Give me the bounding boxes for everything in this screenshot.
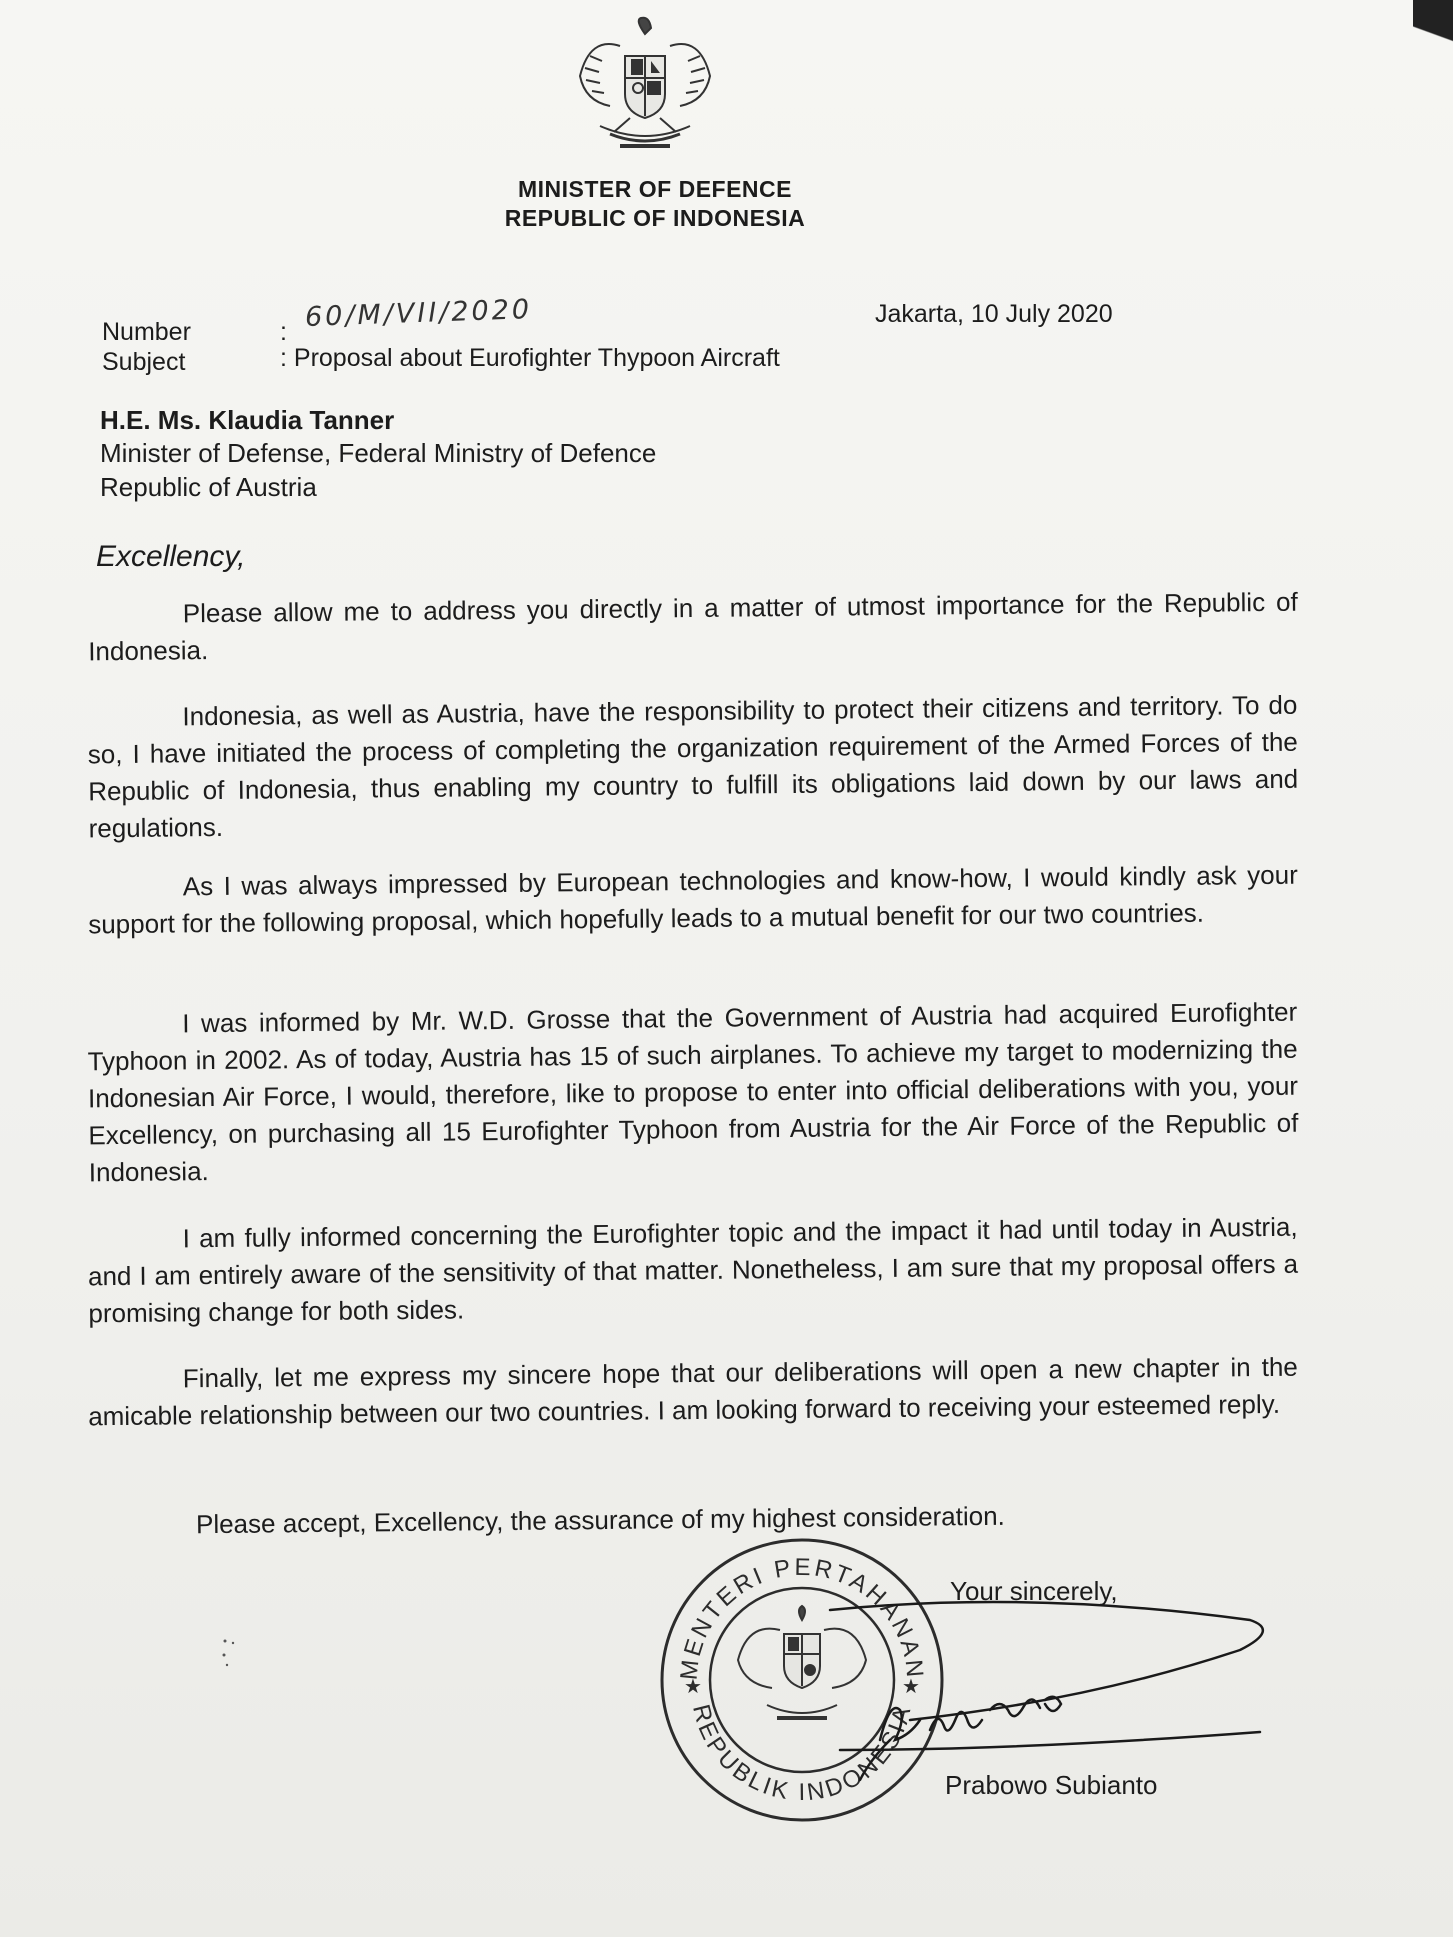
- letterhead-line-1: MINISTER OF DEFENCE: [517, 176, 792, 202]
- svg-text:★: ★: [902, 1676, 920, 1698]
- recipient-name: H.E. Ms. Klaudia Tanner: [100, 405, 395, 435]
- number-label: Number: [102, 318, 191, 346]
- letter-date: Jakarta, 10 July 2020: [875, 300, 1113, 328]
- paragraph-6: Finally, let me express my sincere hope that our deliberations will open a new chapter in the amicable relationship between our two countries. I am looking forward to receiving your esteemed reply.: [88, 1351, 1298, 1432]
- paragraph-2: Indonesia, as well as Austria, have the responsibility to protect their citizens and territory. To do so, I have initiated the process of completing the organization requirement of the Armed Forces of the Republic of Indonesia, thus enabling my country to fulfill its obligations laid down by our laws and regulations.: [87, 689, 1299, 844]
- stamp-top-text: MENTERI PERTAHANAN: [675, 1553, 929, 1682]
- paragraph-5: I am fully informed concerning the Eurofighter topic and the impact it had until today in Austria, and I am entirely aware of the sensitivity of that matter. Nonetheless, I am sure that my proposal offers a promising change for both sides.: [87, 1211, 1299, 1329]
- letterhead-line-2: REPUBLIC OF INDONESIA: [504, 205, 806, 231]
- garuda-emblem-icon: [560, 16, 730, 166]
- paragraph-3: As I was always impressed by European technologies and know-how, I would kindly ask your support for the following proposal, which hopefully leads to a mutual benefit for our two countries.: [88, 859, 1298, 940]
- paragraph-1: Please allow me to address you directly in a matter of utmost importance for the Republic of Indonesia.: [88, 586, 1298, 667]
- subject-value: : Proposal about Eurofighter Thypoon Aircraft: [280, 344, 780, 372]
- recipient-country: Republic of Austria: [100, 472, 317, 502]
- recipient-title: Minister of Defense, Federal Ministry of Defence: [100, 438, 657, 468]
- subject-label: Subject: [102, 348, 186, 376]
- paper-specks: [215, 1635, 245, 1675]
- page-corner-shadow: [1413, 0, 1453, 120]
- signer-name: Prabowo Subianto: [945, 1770, 1158, 1800]
- closing-line: Please accept, Excellency, the assurance of my highest consideration.: [195, 1500, 1005, 1540]
- stamp-bottom-text: REPUBLIK INDONESIA: [687, 1701, 917, 1807]
- number-colon: :: [280, 318, 287, 346]
- paragraph-4: I was informed by Mr. W.D. Grosse that the Government of Austria had acquired Eurofighter Typhoon in 2002. As of today, Austria has 15 of such airplanes. To achieve my target to modernizing the Indonesian Air Force, I would, therefore, like to propose to enter into official deliberations with you, your Excellency, on purchasing all 15 Eurofighter Typhoon from Austria for the Air Force of the Republic of Indonesia.: [87, 996, 1299, 1188]
- letter-number: 60/M/VII/2020: [304, 294, 533, 333]
- sign-off: Your sincerely,: [950, 1576, 1118, 1606]
- salutation: Excellency,: [96, 540, 246, 573]
- svg-text:★: ★: [684, 1676, 702, 1698]
